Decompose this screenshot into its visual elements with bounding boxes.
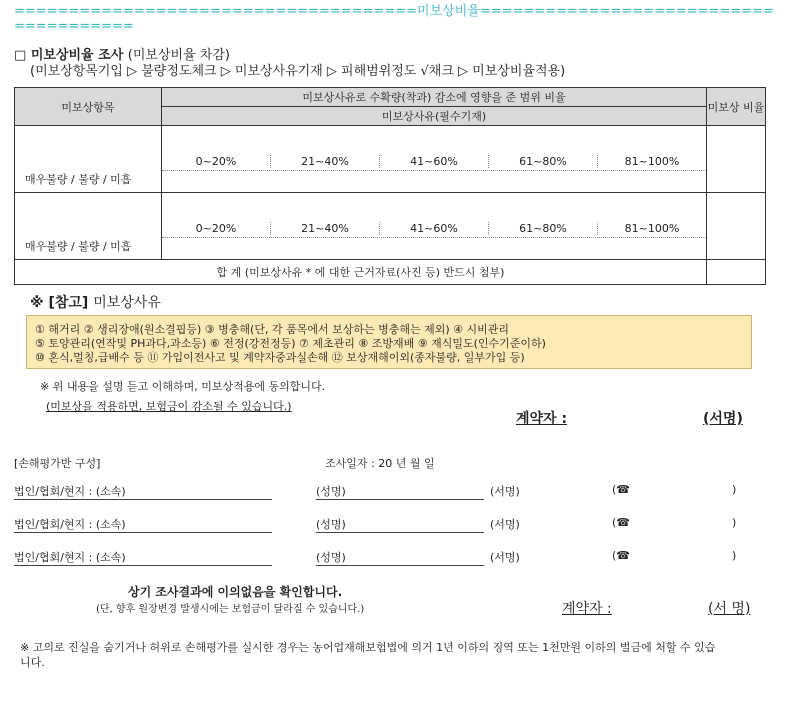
- confirm-text: 상기 조사결과에 이의없음을 확인합니다.: [128, 585, 343, 599]
- item-cell[interactable]: [15, 193, 162, 260]
- agreement-note: (미보상을 적용하면, 보험금이 감소될 수 있습니다.): [46, 400, 292, 413]
- reference-line: ⑤ 토양관리(연작및 PH과다,과소등) ⑥ 전정(강전정등) ⑦ 제초관리 ⑧ 조방재배 ⑨ 재식밀도(인수기준이하): [35, 337, 546, 350]
- name-field[interactable]: (성명): [316, 483, 484, 500]
- range-option[interactable]: 81~100%: [624, 155, 680, 168]
- name-label: [316, 549, 484, 566]
- table-row: [15, 193, 766, 260]
- range-option[interactable]: 61~80%: [489, 155, 598, 168]
- range-option[interactable]: 41~60%: [380, 222, 489, 235]
- agreement-text: ※ 위 내용을 설명 듣고 이해하며, 미보상적용에 동의합니다.: [40, 380, 326, 393]
- section-steps: (미보상항목기입 ▷ 불량정도체크 ▷ 미보상사유기재 ▷ 피해범위정도 √채크 ▷ 미보상비율적용): [30, 64, 566, 79]
- org-label: [14, 549, 272, 566]
- legal-notice: ※ 고의로 진실을 숨기거나 허위로 손해평가를 실시한 경우는 농어업재해보험법에 의거 1년 이하의 징역 또는 1천만원 이하의 벌금에 처할 수 있습니다.: [20, 641, 716, 669]
- phone-field[interactable]: (☎: [612, 483, 630, 496]
- phone-close: ): [732, 516, 737, 529]
- grade-options: 매우불량 / 불량 / 미흡: [25, 240, 132, 253]
- reference-mark: ※ [참고]: [30, 295, 89, 311]
- sign-field[interactable]: (서명): [490, 518, 520, 531]
- range-cell[interactable]: [162, 126, 707, 193]
- survey-date[interactable]: 조사일자 : 20 년 월 일: [325, 457, 435, 470]
- reason-line: [162, 237, 706, 238]
- reason-line: [162, 170, 706, 171]
- ratio-cell[interactable]: [707, 126, 766, 193]
- signature-field[interactable]: (서 명): [708, 601, 751, 617]
- reference-title: [30, 292, 161, 312]
- col-ratio-header: 미보상 비율: [707, 88, 766, 126]
- group-label: [손해평가반 구성]: [14, 457, 101, 470]
- col-item-header: 미보상항목: [15, 88, 162, 126]
- non-compensation-table: [14, 87, 766, 285]
- phone-close: ): [732, 549, 737, 562]
- org-field[interactable]: 법인/협회/현지 : (소속): [14, 549, 272, 566]
- sign-field[interactable]: (서명): [490, 485, 520, 498]
- contractor-label: 계약자 :: [516, 411, 568, 427]
- ratio-cell[interactable]: [707, 193, 766, 260]
- range-option[interactable]: 0~20%: [162, 155, 271, 168]
- col-range-header: 미보상사유로 수확량(착과) 감소에 영향을 준 범위 비율: [162, 88, 707, 107]
- confirm-note: (단, 향후 원장변경 발생시에는 보험금이 달라질 수 있습니다.): [96, 604, 365, 615]
- name-label: [316, 483, 484, 500]
- range-cell[interactable]: [162, 193, 707, 260]
- checkbox-icon[interactable]: □: [14, 48, 27, 63]
- phone-field[interactable]: (☎: [612, 549, 630, 562]
- range-option[interactable]: 21~40%: [271, 222, 380, 235]
- contractor-label: 계약자 :: [562, 601, 612, 617]
- name-field[interactable]: (성명): [316, 516, 484, 533]
- reference-line: ① 해거리 ② 생리장애(원소결핍등) ③ 병충해(단, 각 품목에서 보상하는 병충해는 제외) ④ 시비관리: [35, 323, 509, 336]
- range-option[interactable]: 61~80%: [489, 222, 598, 235]
- org-label: [14, 483, 272, 500]
- section-heading-text: 미보상비율 조사: [30, 48, 124, 63]
- range-option[interactable]: 81~100%: [624, 222, 680, 235]
- org-field[interactable]: 법인/협회/현지 : (소속): [14, 516, 272, 533]
- section-heading-paren: (미보상비율 차감): [127, 48, 230, 63]
- name-label: [316, 516, 484, 533]
- phone-field[interactable]: (☎: [612, 516, 630, 529]
- page-title: =====================================미보상비율======================================: [14, 4, 774, 34]
- grade-options: 매우불량 / 불량 / 미흡: [25, 173, 132, 186]
- reference-box: [26, 315, 752, 369]
- reference-line: ⑩ 혼식,멀칭,급배수 등 ⑪ 가입이전사고 및 계약자중과실손해 ⑫ 보상재해이외(종자불량, 일부가입 등): [35, 351, 525, 364]
- total-ratio-cell[interactable]: [707, 260, 766, 285]
- table-row: [15, 126, 766, 193]
- signature-field[interactable]: (서명): [703, 411, 743, 427]
- phone-close: ): [732, 483, 737, 496]
- item-cell[interactable]: [15, 126, 162, 193]
- sign-field[interactable]: (서명): [490, 551, 520, 564]
- range-option[interactable]: 41~60%: [380, 155, 489, 168]
- col-range-subheader: 미보상사유(필수기재): [162, 107, 707, 126]
- range-option[interactable]: 0~20%: [162, 222, 271, 235]
- org-label: [14, 516, 272, 533]
- org-field[interactable]: 법인/협회/현지 : (소속): [14, 483, 272, 500]
- name-field[interactable]: (성명): [316, 549, 484, 566]
- total-row: 합 계 (미보상사유 * 에 대한 근거자료(사진 등) 반드시 첨부): [15, 260, 707, 285]
- range-option[interactable]: 21~40%: [271, 155, 380, 168]
- reference-text: 미보상사유: [93, 295, 161, 311]
